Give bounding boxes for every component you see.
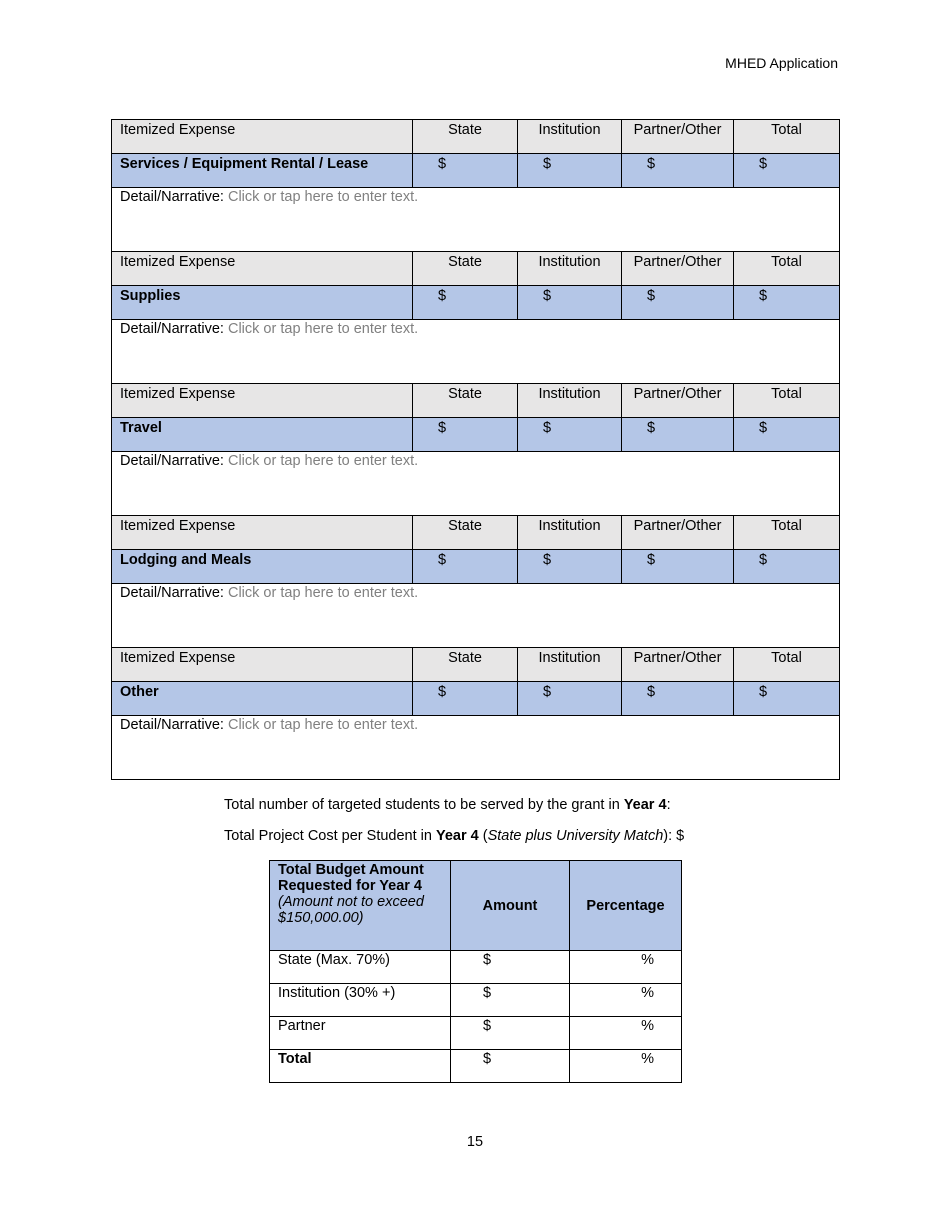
budget-percentage-field[interactable]: %	[570, 1050, 682, 1083]
expense-category-name: Travel	[112, 418, 413, 452]
page-number: 15	[466, 1134, 484, 1150]
expense-column-header: Total	[734, 648, 840, 682]
expense-column-header: Institution	[518, 648, 622, 682]
budget-amount-field[interactable]: $	[451, 984, 570, 1017]
expense-column-header: Itemized Expense	[112, 120, 413, 154]
targeted-students-text: Total number of targeted students to be served by the grant in	[224, 797, 624, 813]
document-header: MHED Application	[725, 55, 838, 71]
targeted-students-line	[224, 797, 671, 813]
expense-category-row	[112, 550, 840, 584]
narrative-placeholder[interactable]: Click or tap here to enter text.	[227, 717, 419, 733]
detail-narrative-field[interactable]	[112, 716, 840, 780]
expense-institution-amount[interactable]: $	[518, 154, 622, 188]
budget-row	[270, 984, 682, 1017]
expense-partner-amount[interactable]: $	[622, 418, 734, 452]
expense-column-header: Total	[734, 516, 840, 550]
detail-narrative-field[interactable]	[112, 188, 840, 252]
budget-percentage-field[interactable]: %	[570, 984, 682, 1017]
expense-column-header: Institution	[518, 120, 622, 154]
expense-category-name: Services / Equipment Rental / Lease	[112, 154, 413, 188]
expense-category-row	[112, 682, 840, 716]
expense-header-row	[112, 120, 840, 154]
expense-column-header: Partner/Other	[622, 516, 734, 550]
expense-partner-amount[interactable]: $	[622, 286, 734, 320]
cost-per-student-text: Total Project Cost per Student in	[224, 828, 436, 844]
narrative-placeholder[interactable]: Click or tap here to enter text.	[227, 321, 419, 337]
budget-percentage-field[interactable]: %	[570, 1017, 682, 1050]
paren-open: (	[478, 828, 488, 844]
match-note: State plus University Match	[487, 828, 664, 844]
budget-amount-field[interactable]: $	[451, 1017, 570, 1050]
budget-row-label: Partner	[270, 1017, 451, 1050]
budget-row-label: State (Max. 70%)	[270, 951, 451, 984]
expense-state-amount[interactable]: $	[413, 418, 518, 452]
narrative-placeholder[interactable]: Click or tap here to enter text.	[227, 453, 419, 469]
expense-column-header: Institution	[518, 384, 622, 418]
expense-header-row	[112, 516, 840, 550]
narrative-label: Detail/Narrative:	[120, 321, 224, 337]
expense-total-amount[interactable]: $	[734, 286, 840, 320]
expense-header-row	[112, 384, 840, 418]
expense-column-header: Total	[734, 252, 840, 286]
amount-column-header: Amount	[451, 861, 570, 951]
expense-institution-amount[interactable]: $	[518, 682, 622, 716]
narrative-placeholder[interactable]: Click or tap here to enter text.	[227, 585, 419, 601]
expense-narrative-row	[112, 452, 840, 516]
expense-institution-amount[interactable]: $	[518, 418, 622, 452]
expense-header-row	[112, 648, 840, 682]
expense-column-header: Itemized Expense	[112, 516, 413, 550]
expense-header-row	[112, 252, 840, 286]
expense-column-header: State	[413, 120, 518, 154]
expense-partner-amount[interactable]: $	[622, 154, 734, 188]
expense-category-name: Other	[112, 682, 413, 716]
targeted-students-suffix: :	[666, 797, 671, 813]
expense-column-header: Total	[734, 384, 840, 418]
narrative-label: Detail/Narrative:	[120, 717, 224, 733]
budget-row	[270, 951, 682, 984]
detail-narrative-field[interactable]	[112, 584, 840, 648]
expense-column-header: State	[413, 252, 518, 286]
itemized-expense-table	[111, 119, 840, 780]
expense-category-name: Lodging and Meals	[112, 550, 413, 584]
expense-category-row	[112, 154, 840, 188]
expense-column-header: Total	[734, 120, 840, 154]
expense-state-amount[interactable]: $	[413, 550, 518, 584]
expense-category-row	[112, 286, 840, 320]
expense-total-amount[interactable]: $	[734, 418, 840, 452]
detail-narrative-field[interactable]	[112, 320, 840, 384]
expense-partner-amount[interactable]: $	[622, 550, 734, 584]
expense-category-row	[112, 418, 840, 452]
expense-narrative-row	[112, 584, 840, 648]
expense-column-header: Partner/Other	[622, 648, 734, 682]
expense-column-header: Institution	[518, 516, 622, 550]
expense-state-amount[interactable]: $	[413, 286, 518, 320]
cost-per-student-suffix: ): $	[663, 828, 685, 844]
expense-column-header: Partner/Other	[622, 384, 734, 418]
budget-amount-field[interactable]: $	[451, 951, 570, 984]
budget-percentage-field[interactable]: %	[570, 951, 682, 984]
expense-column-header: Institution	[518, 252, 622, 286]
cost-per-student-line	[224, 828, 684, 844]
expense-column-header: Partner/Other	[622, 252, 734, 286]
expense-column-header: Partner/Other	[622, 120, 734, 154]
narrative-placeholder[interactable]: Click or tap here to enter text.	[227, 189, 419, 205]
expense-column-header: State	[413, 384, 518, 418]
expense-narrative-row	[112, 320, 840, 384]
expense-total-amount[interactable]: $	[734, 682, 840, 716]
expense-total-amount[interactable]: $	[734, 154, 840, 188]
expense-state-amount[interactable]: $	[413, 154, 518, 188]
expense-category-name: Supplies	[112, 286, 413, 320]
expense-institution-amount[interactable]: $	[518, 286, 622, 320]
budget-header-label-cell	[270, 861, 451, 951]
year-label: Year 4	[623, 797, 667, 813]
budget-summary-table	[269, 860, 682, 1083]
budget-header-row	[270, 861, 682, 951]
narrative-label: Detail/Narrative:	[120, 189, 224, 205]
budget-row	[270, 1017, 682, 1050]
year-label: Year 4	[435, 828, 479, 844]
expense-column-header: Itemized Expense	[112, 648, 413, 682]
expense-partner-amount[interactable]: $	[622, 682, 734, 716]
budget-header-note: (Amount not to exceed $150,000.00)	[278, 894, 424, 926]
expense-column-header: State	[413, 648, 518, 682]
expense-column-header: Itemized Expense	[112, 252, 413, 286]
expense-state-amount[interactable]: $	[413, 682, 518, 716]
narrative-label: Detail/Narrative:	[120, 453, 224, 469]
percentage-column-header: Percentage	[570, 861, 682, 951]
detail-narrative-field[interactable]	[112, 452, 840, 516]
budget-row	[270, 1050, 682, 1083]
budget-row-label: Institution (30% +)	[270, 984, 451, 1017]
expense-column-header: State	[413, 516, 518, 550]
budget-amount-field[interactable]: $	[451, 1050, 570, 1083]
expense-narrative-row	[112, 188, 840, 252]
budget-row-label: Total	[270, 1050, 451, 1083]
expense-total-amount[interactable]: $	[734, 550, 840, 584]
narrative-label: Detail/Narrative:	[120, 585, 224, 601]
expense-column-header: Itemized Expense	[112, 384, 413, 418]
expense-narrative-row	[112, 716, 840, 780]
budget-header-title: Total Budget Amount Requested for Year 4	[278, 862, 424, 894]
expense-institution-amount[interactable]: $	[518, 550, 622, 584]
